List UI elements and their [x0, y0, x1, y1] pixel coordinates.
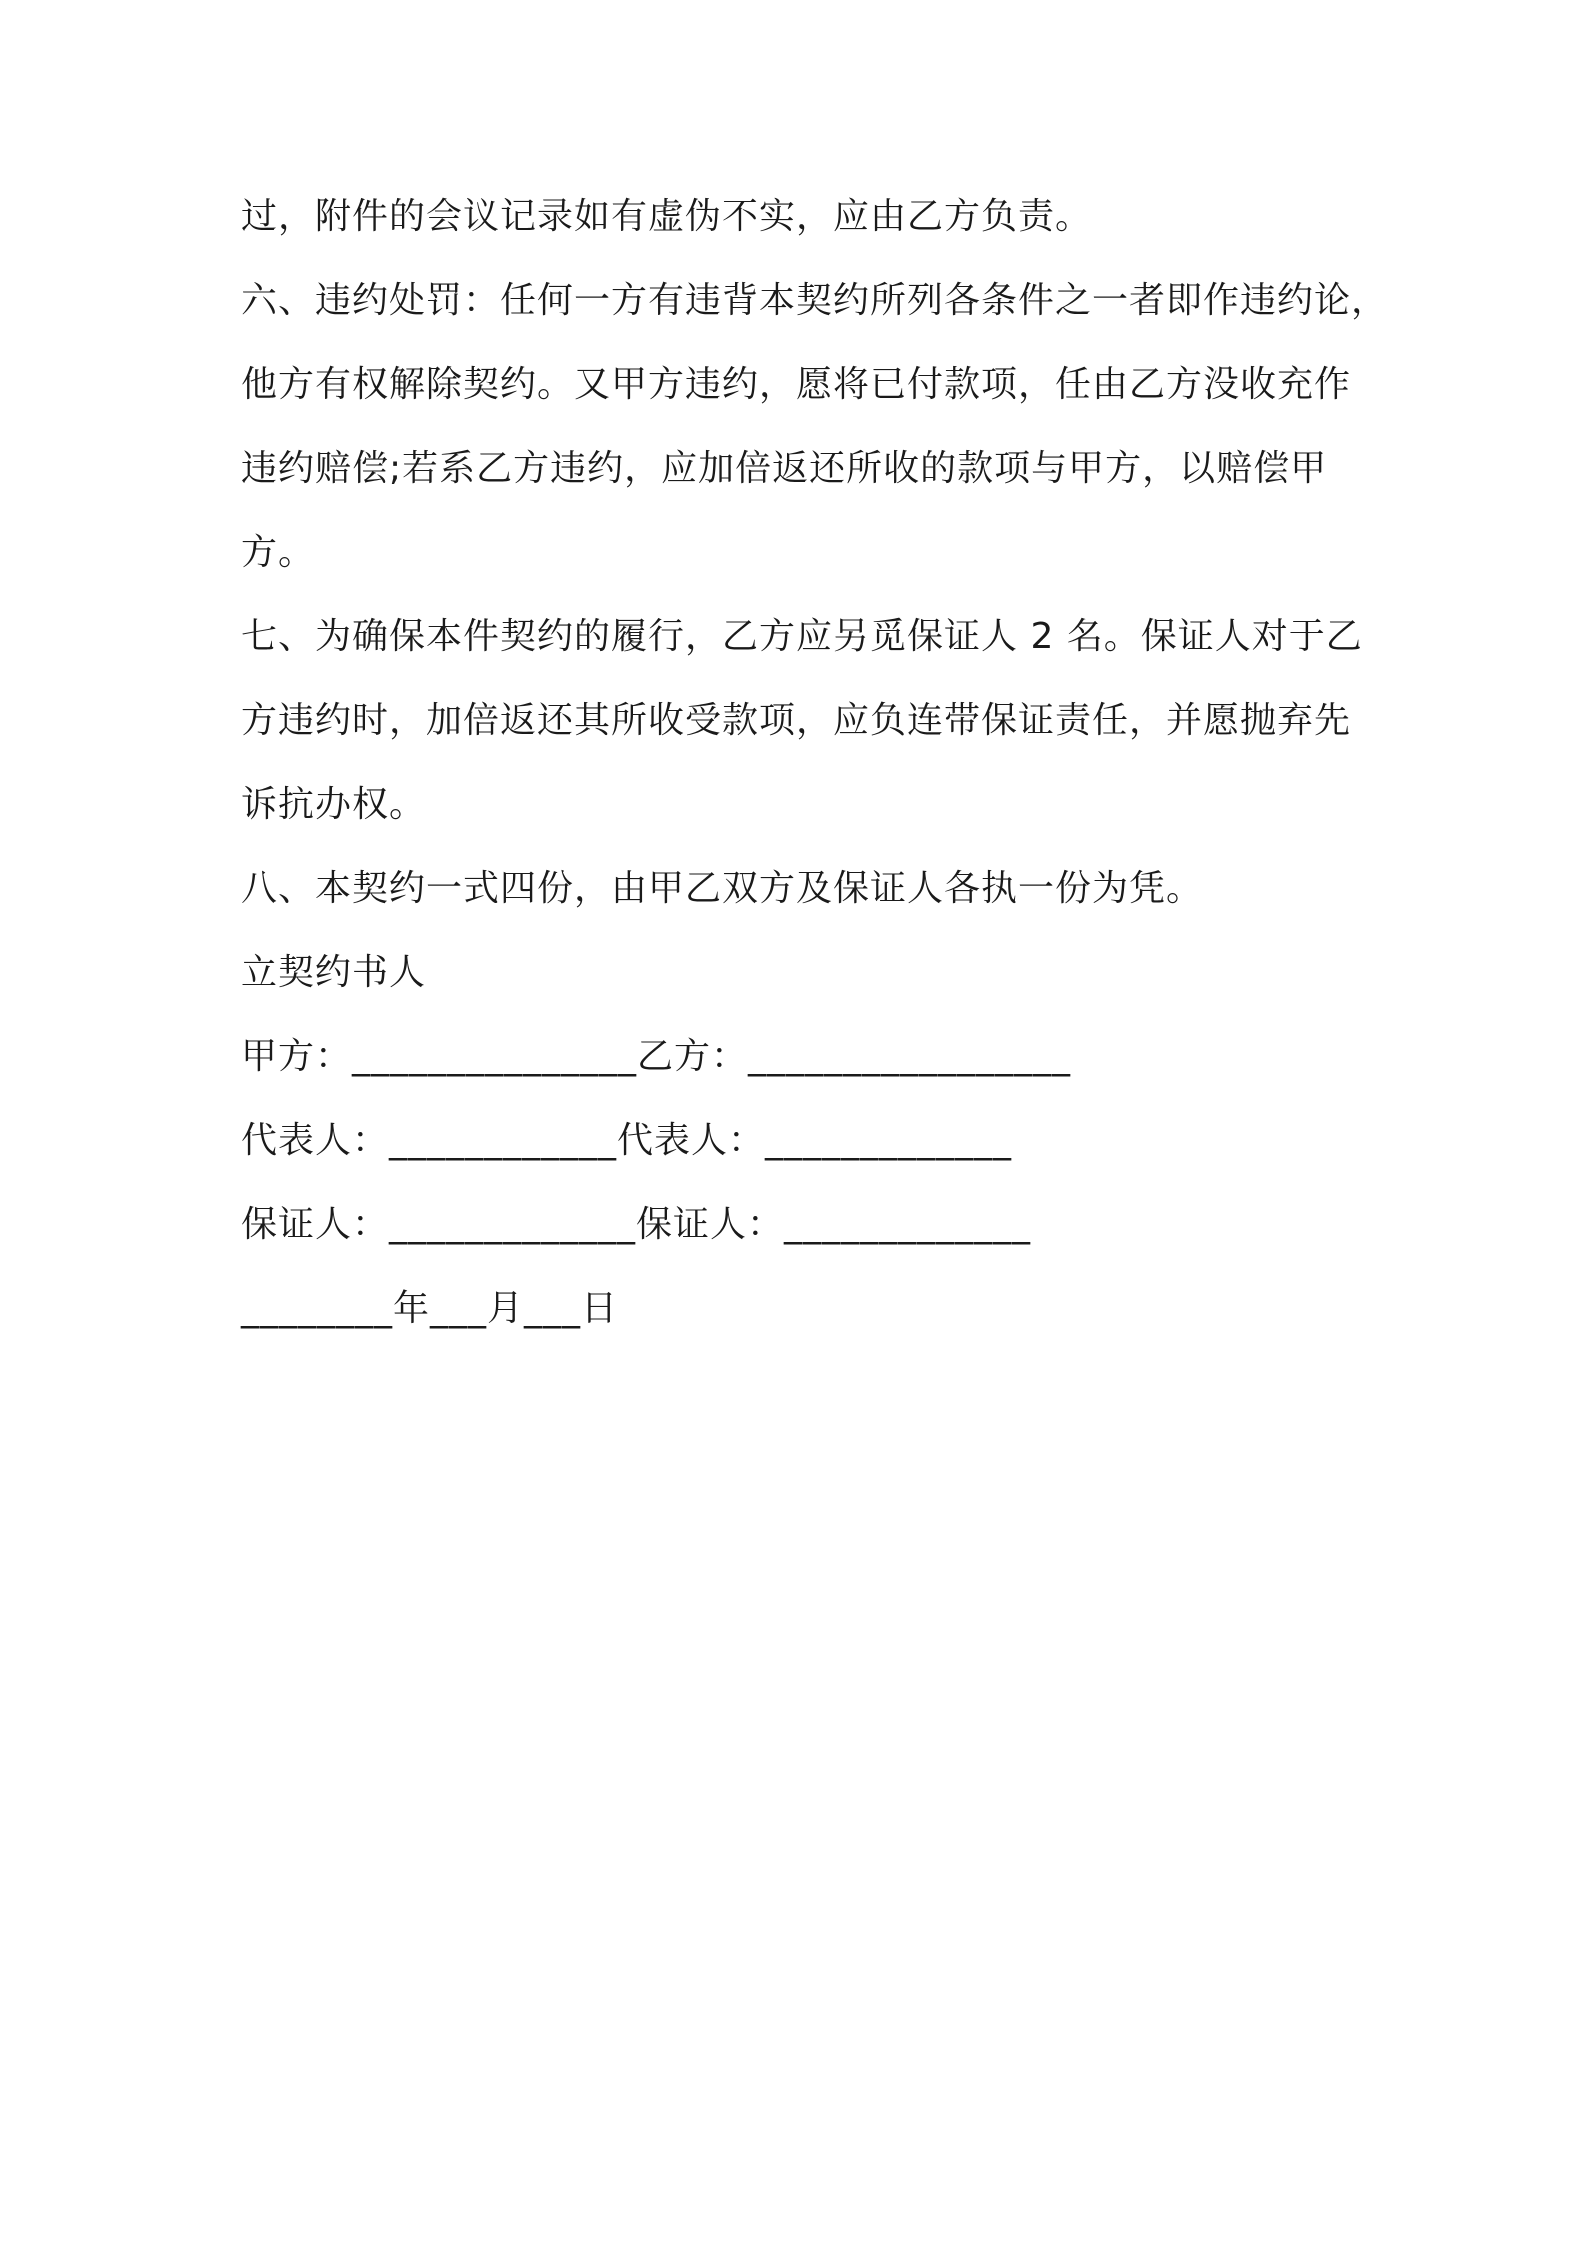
document-body [241, 196, 1389, 1372]
signatories-heading: 立契约书人 [241, 952, 427, 993]
guarantor-signature-line: 保证人：_____________保证人：_____________ [241, 1204, 1032, 1245]
party-signature-line: 甲方：_______________乙方：_________________ [241, 1036, 1072, 1077]
clause-six-line-2: 他方有权解除契约。又甲方违约，愿将已付款项，任由乙方没收充作 [241, 364, 1352, 405]
clause-seven-line-2: 方违约时，加倍返还其所收受款项，应负连带保证责任，并愿抛弃先 [241, 700, 1352, 741]
clause-six-line-1: 六、违约处罚：任何一方有违背本契约所列各条件之一者即作违约论， [241, 280, 1389, 321]
clause-five-continuation: 过，附件的会议记录如有虚伪不实，应由乙方负责。 [241, 196, 1093, 237]
clause-eight: 八、本契约一式四份，由甲乙双方及保证人各执一份为凭。 [241, 868, 1204, 909]
clause-six-line-3: 违约赔偿;若系乙方违约，应加倍返还所收的款项与甲方，以赔偿甲 [241, 448, 1328, 489]
clause-seven-line-1: 七、为确保本件契约的履行，乙方应另觅保证人 2 名。保证人对于乙 [241, 616, 1363, 657]
date-line: ________年___月___日 [241, 1288, 619, 1329]
clause-seven-line-3: 诉抗办权。 [241, 784, 427, 825]
clause-six-line-4: 方。 [241, 532, 316, 573]
representative-signature-line: 代表人：____________代表人：_____________ [241, 1120, 1013, 1161]
